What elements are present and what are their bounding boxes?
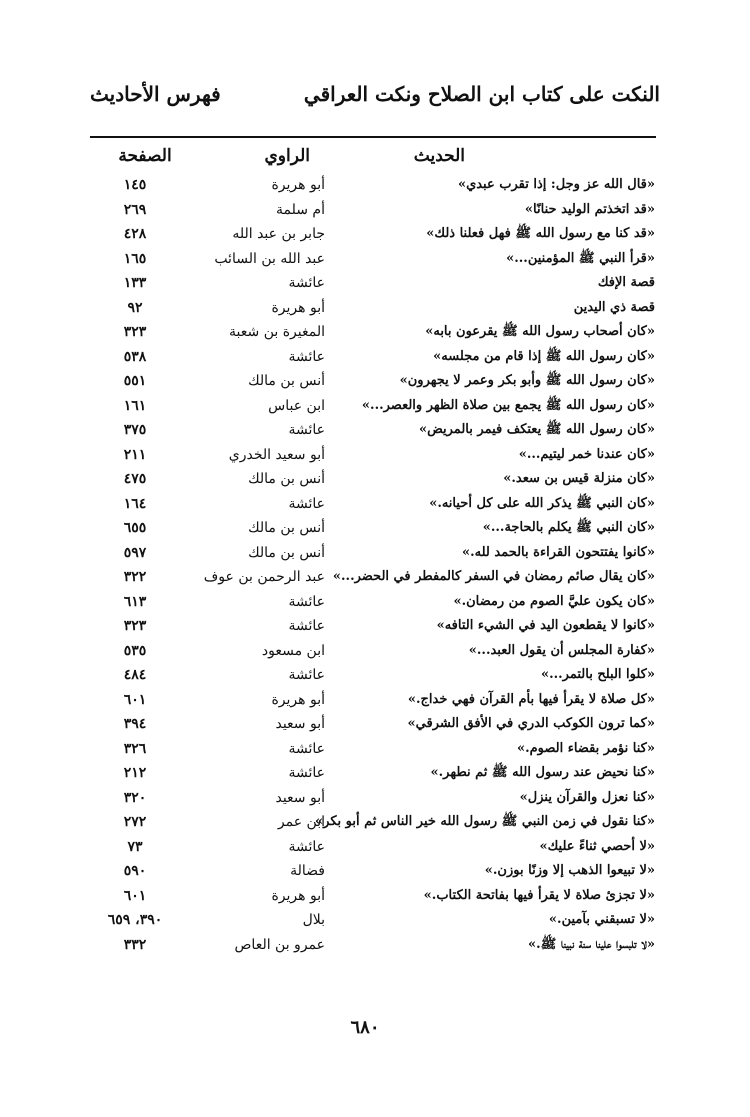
hadith-cell: «كان النبي ﷺ يكلم بالحاجة...» <box>482 520 655 535</box>
hadith-cell: قصة الإفك <box>597 275 655 290</box>
table-row <box>95 810 655 835</box>
hadith-cell: «كان النبي ﷺ يذكر الله على كل أحيانه.» <box>429 495 655 511</box>
narrator-cell: عبد الرحمن بن عوف <box>203 569 325 585</box>
narrator-cell: فضالة <box>290 863 325 879</box>
table-row <box>95 688 655 713</box>
table-row <box>95 712 655 737</box>
narrator-cell: أنس بن مالك <box>248 544 325 561</box>
hadith-cell: «كان منزلة قيس بن سعد.» <box>503 471 655 486</box>
narrator-cell: عائشة <box>288 495 325 512</box>
table-row <box>95 296 655 321</box>
table-row <box>95 884 655 909</box>
hadith-cell: «كان عندنا خمر ليتيم...» <box>518 446 655 462</box>
section-title: فهرس الأحاديث <box>90 82 221 106</box>
narrator-cell: عائشة <box>288 275 325 291</box>
table-row <box>95 786 655 811</box>
table-row <box>95 173 655 198</box>
table-row <box>95 198 655 223</box>
narrator-cell: أبو سعيد <box>275 789 325 806</box>
table-row <box>95 467 655 492</box>
narrator-cell: عائشة <box>288 765 325 781</box>
narrator-cell: عائشة <box>288 593 325 610</box>
narrator-cell: أنس بن مالك <box>248 520 325 536</box>
page-cell: ٥٣٥ <box>123 642 147 659</box>
header-rule <box>90 136 656 138</box>
hadith-cell: «قرأ النبي ﷺ المؤمنين...» <box>506 250 655 266</box>
hadith-cell: «كل صلاة لا يقرأ فيها بأم القرآن فهي خداج.» <box>407 691 655 707</box>
hadith-cell: قصة ذي اليدين <box>573 299 655 315</box>
page-cell: ٤٨٤ <box>123 667 147 683</box>
narrator-cell: أبو هريرة <box>271 177 325 193</box>
hadith-cell: «قد اتخذتم الوليد حنانًا» <box>524 201 655 217</box>
running-header <box>90 82 660 122</box>
page-cell: ٩٢ <box>127 299 143 316</box>
page-cell: ٥٣٨ <box>123 348 147 365</box>
table-row <box>95 933 655 958</box>
table-row <box>95 320 655 345</box>
table-row <box>95 761 655 786</box>
narrator-cell: المغيرة بن شعبة <box>229 324 325 340</box>
narrator-cell: ابن عباس <box>268 397 325 414</box>
table-row <box>95 663 655 688</box>
hadith-cell: «لا أحصي ثناءً عليك» <box>539 838 655 854</box>
hadith-cell: «لا تبيعوا الذهب إلا وزنًا بوزن.» <box>484 863 655 878</box>
table-header-row <box>95 143 655 173</box>
narrator-cell: عائشة <box>288 618 325 634</box>
table-row <box>95 418 655 443</box>
hadith-cell: «كفارة المجلس أن يقول العبد...» <box>468 642 655 658</box>
hadith-cell: «كان رسول الله ﷺ يجمع بين صلاة الظهر والعصر...» <box>361 397 655 413</box>
narrator-cell: عائشة <box>288 740 325 757</box>
narrator-cell: عائشة <box>288 422 325 438</box>
page-cell: ٥٩٠ <box>123 863 147 879</box>
page-cell: ٥٩٧ <box>123 544 147 561</box>
column-header-narrator: الراوي <box>264 146 310 166</box>
hadith-cell: «كان أصحاب رسول الله ﷺ يقرعون بابه» <box>425 324 655 339</box>
table-row <box>95 590 655 615</box>
page-cell: ٤٢٨ <box>123 226 147 242</box>
page-cell: ٦٠١ <box>123 691 147 708</box>
hadith-cell: «كنا نحيض عند رسول الله ﷺ ثم نطهر.» <box>430 765 655 780</box>
page-cell: ٦١٣ <box>123 593 147 610</box>
page-cell: ٢١١ <box>123 446 147 463</box>
page-cell: ٣٢٠ <box>123 789 147 806</box>
hadith-cell: «قال الله عز وجل: إذا تقرب عبدي» <box>457 177 655 192</box>
table-row <box>95 541 655 566</box>
table-row <box>95 492 655 517</box>
hadith-cell: «كان رسول الله ﷺ إذا قام من مجلسه» <box>433 348 655 364</box>
page-cell: ١٦٥ <box>123 250 147 267</box>
narrator-cell: عائشة <box>288 838 325 855</box>
narrator-cell: بلال <box>302 912 325 928</box>
table-row <box>95 345 655 370</box>
narrator-cell: ابن مسعود <box>261 642 325 659</box>
page-cell: ٣٣٢ <box>123 936 147 953</box>
hadith-index-table <box>95 143 655 957</box>
table-row <box>95 443 655 468</box>
narrator-cell: أنس بن مالك <box>248 373 325 389</box>
hadith-cell: «كان يكون عليَّ الصوم من رمضان.» <box>453 593 655 609</box>
narrator-cell: أبو هريرة <box>271 299 325 316</box>
table-row <box>95 394 655 419</box>
page-cell: ٥٥١ <box>123 373 147 389</box>
table-row <box>95 565 655 590</box>
hadith-cell: «كما ترون الكوكب الدري في الأفق الشرقي» <box>407 716 655 731</box>
table-row <box>95 639 655 664</box>
hadith-cell: «كلوا البلح بالتمر...» <box>540 667 655 682</box>
hadith-cell: «كنا نقول في زمن النبي ﷺ رسول الله خير الناس ثم أبو بكر» <box>315 814 655 829</box>
narrator-cell: أبو هريرة <box>271 691 325 708</box>
hadith-cell: «كان رسول الله ﷺ يعتكف فيمر بالمريض» <box>418 422 655 437</box>
page-cell: ٦٥٥ <box>123 520 147 536</box>
table-row <box>95 859 655 884</box>
table-row <box>95 247 655 272</box>
narrator-cell: أبو سعيد الخدري <box>228 446 325 463</box>
narrator-cell: أبو هريرة <box>271 887 325 904</box>
book-title: النكت على كتاب ابن الصلاح ونكت العراقي <box>303 82 660 106</box>
page-cell: ٢٦٩ <box>123 201 147 218</box>
hadith-cell: «كنا نؤمر بقضاء الصوم.» <box>516 740 655 756</box>
narrator-cell: أبو سعيد <box>275 716 325 732</box>
page-cell: ٤٧٥ <box>123 471 147 487</box>
page-cell: ٣٢٣ <box>123 324 147 340</box>
page-cell: ١٦٤ <box>123 495 147 512</box>
page-cell: ١٦١ <box>123 397 147 414</box>
narrator-cell: ابن عمر <box>277 814 325 830</box>
narrator-cell: عائشة <box>288 667 325 683</box>
narrator-cell: عمرو بن العاص <box>234 936 325 953</box>
page-cell: ٣٩٠، ٦٥٩ <box>107 912 163 928</box>
narrator-cell: عبد الله بن السائب <box>214 250 325 267</box>
page-cell: ١٤٥ <box>123 177 147 193</box>
hadith-cell: «كانوا يفتتحون القراءة بالحمد لله.» <box>461 544 655 560</box>
column-header-page: الصفحة <box>118 146 172 166</box>
narrator-cell: أم سلمة <box>276 201 325 218</box>
hadith-cell: «كان رسول الله ﷺ وأبو بكر وعمر لا يجهرون» <box>399 373 655 388</box>
page-number: ٦٨٠ <box>350 1017 380 1038</box>
page-cell: ٣٢٣ <box>123 618 147 634</box>
hadith-cell: «لا تلبسوا علينا سنة نبينا ﷺ.» <box>528 936 655 952</box>
table-row <box>95 222 655 247</box>
hadith-cell: «لا تجزئ صلاة لا يقرأ فيها بفاتحة الكتاب.» <box>423 887 655 903</box>
table-row <box>95 614 655 639</box>
page-cell: ١٣٣ <box>123 275 147 291</box>
narrator-cell: جابر بن عبد الله <box>232 226 325 242</box>
narrator-cell: عائشة <box>288 348 325 365</box>
page-cell: ٢٧٢ <box>123 814 147 830</box>
page-cell: ٣٧٥ <box>123 422 147 438</box>
table-row <box>95 737 655 762</box>
page-cell: ٣٢٦ <box>123 740 147 757</box>
hadith-cell: «لا تسبقني بآمين.» <box>548 912 655 927</box>
hadith-cell: «كنا نعزل والقرآن ينزل» <box>519 789 655 805</box>
table-row <box>95 516 655 541</box>
page-cell: ٢١٢ <box>123 765 147 781</box>
hadith-cell: «كانوا لا يقطعون اليد في الشيء التافه» <box>436 618 655 633</box>
page-cell: ٦٠١ <box>123 887 147 904</box>
table-row <box>95 908 655 933</box>
hadith-cell: «قد كنا مع رسول الله ﷺ فهل فعلنا ذلك» <box>426 226 655 241</box>
page-cell: ٧٣ <box>127 838 143 855</box>
table-row <box>95 369 655 394</box>
column-header-hadith: الحديث <box>413 146 465 166</box>
narrator-cell: أنس بن مالك <box>248 471 325 487</box>
table-row <box>95 835 655 860</box>
page-cell: ٣٩٤ <box>123 716 147 732</box>
page-cell: ٣٢٢ <box>123 569 147 585</box>
table-row <box>95 271 655 296</box>
hadith-cell: «كان يقال صائم رمضان في السفر كالمفطر في الحضر...» <box>332 569 655 584</box>
